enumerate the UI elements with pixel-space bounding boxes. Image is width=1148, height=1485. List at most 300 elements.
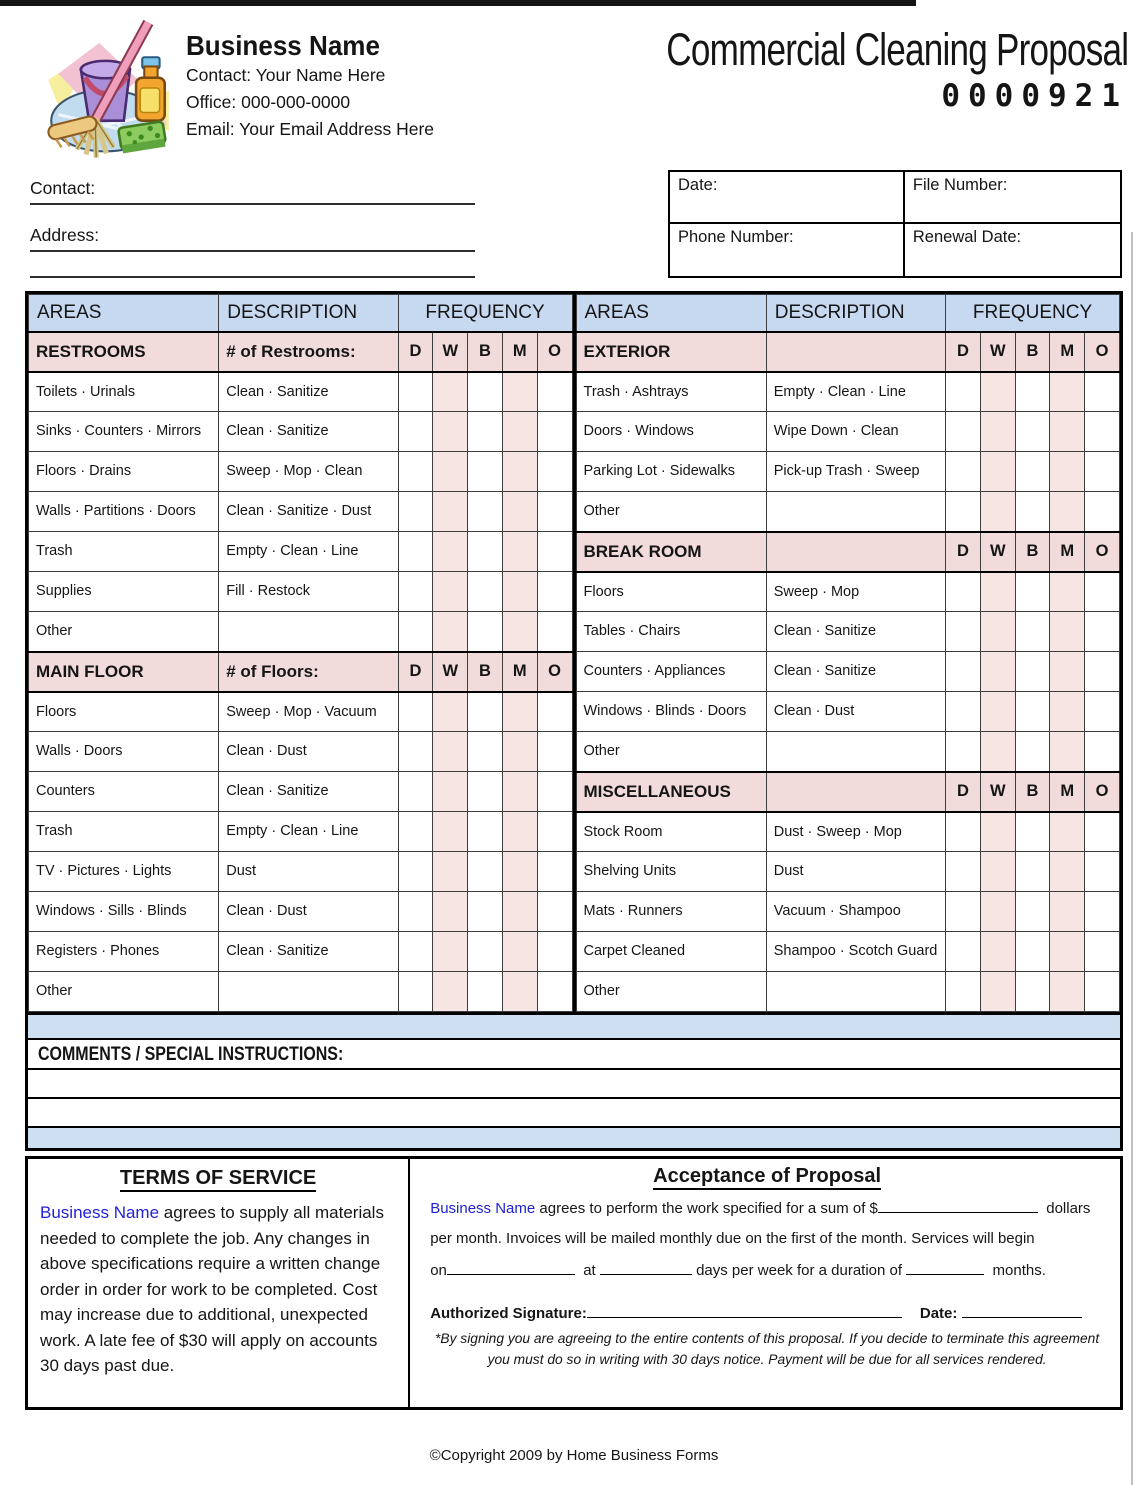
frequency-checkbox-cell[interactable]: [537, 892, 572, 932]
frequency-checkbox-cell[interactable]: [946, 412, 981, 452]
frequency-checkbox-cell[interactable]: [468, 372, 503, 412]
frequency-checkbox-cell[interactable]: [980, 852, 1015, 892]
frequency-checkbox-cell[interactable]: [1085, 612, 1120, 652]
frequency-checkbox-cell[interactable]: [468, 532, 503, 572]
frequency-checkbox-cell[interactable]: [1015, 972, 1050, 1012]
frequency-letter: O: [537, 332, 572, 372]
table-row: [29, 492, 573, 532]
frequency-letter: B: [1015, 532, 1050, 572]
frequency-checkbox-cell[interactable]: [537, 532, 572, 572]
frequency-checkbox-cell[interactable]: [1085, 692, 1120, 732]
frequency-checkbox-cell[interactable]: [433, 932, 468, 972]
frequency-checkbox-cell[interactable]: [398, 732, 433, 772]
description-cell: Sweep · Mop: [766, 572, 945, 612]
frequency-checkbox-cell[interactable]: [946, 572, 981, 612]
frequency-letter: O: [537, 652, 572, 692]
frequency-letter: D: [398, 332, 433, 372]
frequency-checkbox-cell[interactable]: [433, 532, 468, 572]
terms-heading: TERMS OF SERVICE: [40, 1167, 396, 1190]
frequency-checkbox-cell[interactable]: [433, 732, 468, 772]
area-cell: Tables · Chairs: [576, 612, 766, 652]
frequency-checkbox-cell[interactable]: [468, 492, 503, 532]
area-cell: Other: [576, 492, 766, 532]
frequency-checkbox-cell[interactable]: [502, 772, 537, 812]
table-row: [576, 812, 1120, 852]
table-row: [29, 612, 573, 652]
time-blank[interactable]: [600, 1260, 692, 1275]
frequency-checkbox-cell[interactable]: [1085, 412, 1120, 452]
area-cell: Parking Lot · Sidewalks: [576, 452, 766, 492]
frequency-checkbox-cell[interactable]: [537, 372, 572, 412]
frequency-checkbox-cell[interactable]: [502, 972, 537, 1012]
divider-bar-blue-top: [25, 1015, 1123, 1040]
frequency-checkbox-cell[interactable]: [537, 692, 572, 732]
business-contact-line: Contact: Your Name Here: [186, 65, 386, 85]
description-cell[interactable]: [766, 492, 945, 532]
description-cell: Vacuum · Shampoo: [766, 892, 945, 932]
frequency-checkbox-cell[interactable]: [502, 932, 537, 972]
frequency-checkbox-cell[interactable]: [1050, 412, 1085, 452]
area-cell: Sinks · Counters · Mirrors: [29, 412, 219, 452]
frequency-checkbox-cell[interactable]: [1050, 812, 1085, 852]
frequency-checkbox-cell[interactable]: [468, 972, 503, 1012]
table-row: [576, 692, 1120, 732]
frequency-checkbox-cell[interactable]: [398, 372, 433, 412]
frequency-checkbox-cell[interactable]: [537, 732, 572, 772]
cleaning-supplies-logo: [42, 16, 177, 169]
frequency-letter: M: [1050, 332, 1085, 372]
frequency-checkbox-cell[interactable]: [468, 572, 503, 612]
phone-number-field[interactable]: [670, 224, 905, 276]
frequency-letter: D: [946, 332, 981, 372]
frequency-checkbox-cell[interactable]: [1085, 572, 1120, 612]
description-cell: Empty · Clean · Line: [219, 532, 398, 572]
frequency-checkbox-cell[interactable]: [433, 412, 468, 452]
frequency-letter: B: [468, 332, 503, 372]
frequency-checkbox-cell[interactable]: [1050, 492, 1085, 532]
frequency-checkbox-cell[interactable]: [433, 852, 468, 892]
frequency-checkbox-cell[interactable]: [1015, 932, 1050, 972]
comments-label: COMMENTS / SPECIAL INSTRUCTIONS:: [38, 1042, 344, 1065]
table-row: [29, 372, 573, 412]
section-title-cell: EXTERIOR: [576, 332, 766, 372]
comments-header-row: [25, 1040, 1123, 1070]
table-row: [29, 852, 573, 892]
table-row: [29, 892, 573, 932]
frequency-checkbox-cell[interactable]: [398, 812, 433, 852]
frequency-checkbox-cell[interactable]: [1015, 492, 1050, 532]
frequency-letter: W: [433, 652, 468, 692]
client-address-field[interactable]: [30, 205, 475, 252]
start-date-blank[interactable]: [447, 1260, 575, 1275]
frequency-checkbox-cell[interactable]: [1050, 692, 1085, 732]
fine-print-line-1: *By signing you are agreeing to the entire contents of this proposal. If you decide to terminate this agreement: [435, 1331, 1100, 1346]
description-cell[interactable]: [766, 972, 945, 1012]
frequency-checkbox-cell[interactable]: [1050, 372, 1085, 412]
frequency-checkbox-cell[interactable]: [1050, 452, 1085, 492]
frequency-checkbox-cell[interactable]: [433, 572, 468, 612]
frequency-checkbox-cell[interactable]: [468, 932, 503, 972]
frequency-checkbox-cell[interactable]: [946, 812, 981, 852]
frequency-checkbox-cell[interactable]: [946, 932, 981, 972]
frequency-checkbox-cell[interactable]: [946, 492, 981, 532]
area-cell: Other: [576, 732, 766, 772]
area-cell: Supplies: [29, 572, 219, 612]
frequency-checkbox-cell[interactable]: [1085, 372, 1120, 412]
description-cell[interactable]: [219, 972, 398, 1012]
frequency-checkbox-cell[interactable]: [537, 452, 572, 492]
signature-date-blank[interactable]: [962, 1303, 1082, 1318]
description-cell: Sweep · Mop · Clean: [219, 452, 398, 492]
frequency-checkbox-cell[interactable]: [1085, 452, 1120, 492]
column-header-frequency: FREQUENCY: [946, 295, 1120, 332]
frequency-checkbox-cell[interactable]: [502, 852, 537, 892]
frequency-checkbox-cell[interactable]: [946, 452, 981, 492]
acceptance-heading: Acceptance of Proposal: [430, 1165, 1104, 1188]
frequency-checkbox-cell[interactable]: [502, 692, 537, 732]
checklist-block: [25, 291, 1123, 1410]
table-row: [576, 652, 1120, 692]
frequency-letter: W: [980, 332, 1015, 372]
acceptance-line-3: [430, 1260, 1104, 1279]
area-cell: Counters · Appliances: [576, 652, 766, 692]
frequency-checkbox-cell[interactable]: [502, 412, 537, 452]
frequency-checkbox-cell[interactable]: [433, 452, 468, 492]
table-row: [576, 572, 1120, 612]
frequency-letter: B: [1015, 332, 1050, 372]
frequency-checkbox-cell[interactable]: [537, 412, 572, 452]
table-row: [576, 892, 1120, 932]
frequency-checkbox-cell[interactable]: [398, 852, 433, 892]
frequency-letter: W: [980, 772, 1015, 812]
table-row: [29, 572, 573, 612]
signature-blank[interactable]: [587, 1303, 902, 1318]
section-description-cell[interactable]: # of Restrooms:: [219, 332, 398, 372]
frequency-checkbox-cell[interactable]: [1085, 492, 1120, 532]
scan-artifact-top: [0, 0, 916, 6]
frequency-checkbox-cell[interactable]: [502, 732, 537, 772]
frequency-checkbox-cell[interactable]: [1050, 932, 1085, 972]
description-cell: Clean · Dust: [219, 732, 398, 772]
table-row: [29, 732, 573, 772]
frequency-checkbox-cell[interactable]: [1015, 412, 1050, 452]
cleaning-checklist-table: [25, 291, 1123, 1015]
frequency-checkbox-cell[interactable]: [1050, 972, 1085, 1012]
frequency-checkbox-cell[interactable]: [1015, 812, 1050, 852]
section-description-cell: [766, 332, 945, 372]
frequency-checkbox-cell[interactable]: [398, 572, 433, 612]
area-cell: Windows · Blinds · Doors: [576, 692, 766, 732]
section-title-cell: MISCELLANEOUS: [576, 772, 766, 812]
cleaning-supplies-icon: [42, 16, 177, 164]
frequency-checkbox-cell[interactable]: [1050, 572, 1085, 612]
table-row: [29, 692, 573, 732]
frequency-checkbox-cell[interactable]: [398, 772, 433, 812]
description-cell: Clean · Dust: [219, 892, 398, 932]
frequency-checkbox-cell[interactable]: [433, 692, 468, 732]
frequency-checkbox-cell[interactable]: [433, 892, 468, 932]
area-cell: Toilets · Urinals: [29, 372, 219, 412]
frequency-checkbox-cell[interactable]: [1015, 452, 1050, 492]
frequency-checkbox-cell[interactable]: [1085, 812, 1120, 852]
frequency-checkbox-cell[interactable]: [468, 452, 503, 492]
description-cell: Sweep · Mop · Vacuum: [219, 692, 398, 732]
frequency-checkbox-cell[interactable]: [537, 572, 572, 612]
description-cell: Clean · Sanitize: [766, 612, 945, 652]
page-title: Commercial Cleaning Proposal: [666, 24, 1128, 75]
business-email-line: Email: Your Email Address Here: [186, 119, 435, 139]
frequency-letter: M: [1050, 772, 1085, 812]
client-address2-field[interactable]: [30, 252, 475, 278]
description-cell[interactable]: [219, 612, 398, 652]
renewal-date-field[interactable]: [905, 224, 1120, 276]
area-cell: Shelving Units: [576, 852, 766, 892]
acceptance-business-name: Business Name: [430, 1200, 536, 1217]
table-row: [576, 732, 1120, 772]
description-cell: Clean · Sanitize: [219, 372, 398, 412]
frequency-checkbox-cell[interactable]: [398, 452, 433, 492]
frequency-checkbox-cell[interactable]: [468, 732, 503, 772]
description-cell: Clean · Sanitize: [219, 412, 398, 452]
frequency-checkbox-cell[interactable]: [502, 492, 537, 532]
frequency-checkbox-cell[interactable]: [398, 612, 433, 652]
frequency-checkbox-cell[interactable]: [980, 972, 1015, 1012]
acceptance-panel: [410, 1159, 1120, 1407]
table-row: [29, 412, 573, 452]
section-title-cell: RESTROOMS: [29, 332, 219, 372]
terms-body-text: agrees to supply all materials needed to complete the job. Any changes in above specifications require a written change order in order for work to be completed. Cost may increase due to additional, unexpected work. A late fee of $30 will apply on accounts 30 days past due.: [40, 1203, 384, 1375]
table-row: [29, 452, 573, 492]
renewal-date-label: Renewal Date:: [912, 228, 1022, 246]
frequency-checkbox-cell[interactable]: [1085, 892, 1120, 932]
frequency-checkbox-cell[interactable]: [502, 572, 537, 612]
table-row: [29, 532, 573, 572]
frequency-checkbox-cell[interactable]: [1050, 892, 1085, 932]
frequency-letter: W: [433, 332, 468, 372]
frequency-checkbox-cell[interactable]: [946, 692, 981, 732]
table-row: [576, 612, 1120, 652]
acceptance-months-label: months.: [992, 1262, 1046, 1279]
frequency-checkbox-cell[interactable]: [1050, 732, 1085, 772]
frequency-checkbox-cell[interactable]: [502, 892, 537, 932]
frequency-checkbox-cell[interactable]: [980, 492, 1015, 532]
section-description-cell: [766, 772, 945, 812]
table-row: [576, 972, 1120, 1012]
acceptance-on-label: on: [430, 1262, 447, 1279]
frequency-checkbox-cell[interactable]: [537, 492, 572, 532]
area-cell: Trash: [29, 532, 219, 572]
frequency-checkbox-cell[interactable]: [502, 612, 537, 652]
section-title-cell: MAIN FLOOR: [29, 652, 219, 692]
description-cell: Clean · Sanitize · Dust: [219, 492, 398, 532]
area-cell: TV · Pictures · Lights: [29, 852, 219, 892]
frequency-checkbox-cell[interactable]: [1015, 852, 1050, 892]
frequency-letter: M: [502, 652, 537, 692]
frequency-checkbox-cell[interactable]: [1015, 652, 1050, 692]
frequency-checkbox-cell[interactable]: [946, 612, 981, 652]
client-contact-field[interactable]: [30, 172, 475, 205]
frequency-checkbox-cell[interactable]: [1050, 852, 1085, 892]
area-cell: Other: [29, 612, 219, 652]
frequency-checkbox-cell[interactable]: [946, 892, 981, 932]
frequency-checkbox-cell[interactable]: [433, 612, 468, 652]
client-info-block: [30, 172, 475, 278]
frequency-checkbox-cell[interactable]: [980, 932, 1015, 972]
client-contact-label: Contact:: [30, 178, 96, 198]
frequency-checkbox-cell[interactable]: [1085, 732, 1120, 772]
acceptance-at-label: at: [583, 1262, 596, 1279]
frequency-checkbox-cell[interactable]: [398, 412, 433, 452]
fine-print: [430, 1328, 1104, 1371]
description-cell: Clean · Sanitize: [219, 772, 398, 812]
table-row: [29, 812, 573, 852]
frequency-checkbox-cell[interactable]: [537, 812, 572, 852]
frequency-checkbox-cell[interactable]: [1085, 852, 1120, 892]
acceptance-line1-suffix: dollars: [1046, 1200, 1091, 1217]
area-cell: Walls · Doors: [29, 732, 219, 772]
frequency-checkbox-cell[interactable]: [398, 932, 433, 972]
area-cell: Walls · Partitions · Doors: [29, 492, 219, 532]
description-cell: Shampoo · Scotch Guard: [766, 932, 945, 972]
acceptance-line-1: [430, 1198, 1104, 1217]
terms-acceptance-box: [25, 1156, 1123, 1410]
description-cell: Fill · Restock: [219, 572, 398, 612]
frequency-checkbox-cell[interactable]: [468, 692, 503, 732]
frequency-checkbox-cell[interactable]: [1050, 652, 1085, 692]
frequency-letter: M: [1050, 532, 1085, 572]
frequency-checkbox-cell[interactable]: [946, 732, 981, 772]
frequency-checkbox-cell[interactable]: [537, 932, 572, 972]
frequency-checkbox-cell[interactable]: [980, 412, 1015, 452]
frequency-checkbox-cell[interactable]: [980, 572, 1015, 612]
frequency-checkbox-cell[interactable]: [502, 452, 537, 492]
frequency-checkbox-cell[interactable]: [398, 532, 433, 572]
frequency-checkbox-cell[interactable]: [398, 692, 433, 732]
frequency-checkbox-cell[interactable]: [398, 892, 433, 932]
frequency-checkbox-cell[interactable]: [1085, 932, 1120, 972]
frequency-checkbox-cell[interactable]: [1050, 612, 1085, 652]
frequency-checkbox-cell[interactable]: [468, 852, 503, 892]
description-cell: Pick-up Trash · Sweep: [766, 452, 945, 492]
authorized-signature-label: Authorized Signature:: [430, 1305, 587, 1322]
frequency-checkbox-cell[interactable]: [1015, 372, 1050, 412]
comments-input-row-2[interactable]: [25, 1099, 1123, 1128]
file-number-label: File Number:: [912, 176, 1008, 194]
area-cell: Carpet Cleaned: [576, 932, 766, 972]
frequency-checkbox-cell[interactable]: [980, 732, 1015, 772]
frequency-checkbox-cell[interactable]: [1015, 572, 1050, 612]
frequency-checkbox-cell[interactable]: [980, 652, 1015, 692]
table-row: [576, 492, 1120, 532]
frequency-checkbox-cell[interactable]: [980, 452, 1015, 492]
table-row: [576, 372, 1120, 412]
acceptance-line1-text: agrees to perform the work specified for a sum of $: [535, 1200, 878, 1217]
frequency-checkbox-cell[interactable]: [1015, 612, 1050, 652]
description-cell: Clean · Sanitize: [766, 652, 945, 692]
frequency-checkbox-cell[interactable]: [502, 372, 537, 412]
frequency-letter: O: [1085, 332, 1120, 372]
terms-of-service-panel: [28, 1159, 410, 1407]
frequency-letter: D: [946, 532, 981, 572]
frequency-checkbox-cell[interactable]: [502, 532, 537, 572]
frequency-checkbox-cell[interactable]: [980, 892, 1015, 932]
description-cell[interactable]: [766, 732, 945, 772]
frequency-checkbox-cell[interactable]: [433, 972, 468, 1012]
table-row: [29, 972, 573, 1012]
frequency-checkbox-cell[interactable]: [537, 852, 572, 892]
frequency-checkbox-cell[interactable]: [1085, 972, 1120, 1012]
frequency-checkbox-cell[interactable]: [980, 812, 1015, 852]
frequency-checkbox-cell[interactable]: [1015, 892, 1050, 932]
acceptance-line-2: per month. Invoices will be mailed monthly due on the first of the month. Services will begin: [430, 1230, 1035, 1247]
frequency-checkbox-cell[interactable]: [1015, 692, 1050, 732]
frequency-checkbox-cell[interactable]: [537, 612, 572, 652]
comments-input-row-1[interactable]: [25, 1070, 1123, 1099]
table-row: [576, 932, 1120, 972]
frequency-checkbox-cell[interactable]: [1015, 732, 1050, 772]
scan-artifact-right-edge: [1131, 232, 1133, 1485]
area-cell: Registers · Phones: [29, 932, 219, 972]
frequency-checkbox-cell[interactable]: [946, 972, 981, 1012]
section-description-cell[interactable]: # of Floors:: [219, 652, 398, 692]
frequency-checkbox-cell[interactable]: [946, 652, 981, 692]
file-number-field[interactable]: [905, 172, 1120, 224]
frequency-letter: B: [1015, 772, 1050, 812]
frequency-checkbox-cell[interactable]: [398, 972, 433, 1012]
sum-amount-blank[interactable]: [878, 1198, 1038, 1213]
frequency-checkbox-cell[interactable]: [468, 612, 503, 652]
column-header-description: DESCRIPTION: [766, 295, 945, 332]
frequency-checkbox-cell[interactable]: [433, 812, 468, 852]
terms-body: [40, 1200, 396, 1379]
frequency-letter: W: [980, 532, 1015, 572]
footer-copyright: ©Copyright 2009 by Home Business Forms: [429, 1447, 719, 1464]
frequency-checkbox-cell[interactable]: [980, 692, 1015, 732]
frequency-checkbox-cell[interactable]: [433, 372, 468, 412]
frequency-checkbox-cell[interactable]: [468, 892, 503, 932]
info-box: [668, 170, 1122, 278]
frequency-checkbox-cell[interactable]: [398, 492, 433, 532]
acceptance-days-label: days per week for a duration of: [696, 1262, 903, 1279]
frequency-letter: D: [398, 652, 433, 692]
frequency-checkbox-cell[interactable]: [468, 412, 503, 452]
frequency-checkbox-cell[interactable]: [537, 972, 572, 1012]
frequency-checkbox-cell[interactable]: [980, 612, 1015, 652]
frequency-checkbox-cell[interactable]: [468, 812, 503, 852]
frequency-letter: B: [468, 652, 503, 692]
description-cell: Empty · Clean · Line: [219, 812, 398, 852]
frequency-checkbox-cell[interactable]: [946, 372, 981, 412]
area-cell: Other: [576, 972, 766, 1012]
frequency-checkbox-cell[interactable]: [946, 852, 981, 892]
frequency-checkbox-cell[interactable]: [433, 772, 468, 812]
duration-blank[interactable]: [906, 1260, 984, 1275]
frequency-checkbox-cell[interactable]: [980, 372, 1015, 412]
area-cell: Floors: [576, 572, 766, 612]
column-header-description: DESCRIPTION: [219, 295, 398, 332]
date-field[interactable]: [670, 172, 905, 224]
frequency-checkbox-cell[interactable]: [433, 492, 468, 532]
frequency-checkbox-cell[interactable]: [502, 812, 537, 852]
signature-row: [430, 1303, 1104, 1322]
area-cell: Floors · Drains: [29, 452, 219, 492]
area-cell: Mats · Runners: [576, 892, 766, 932]
checklist-right-half: [576, 294, 1121, 1012]
frequency-checkbox-cell[interactable]: [537, 772, 572, 812]
frequency-letter: O: [1085, 532, 1120, 572]
frequency-checkbox-cell[interactable]: [1085, 652, 1120, 692]
frequency-checkbox-cell[interactable]: [468, 772, 503, 812]
